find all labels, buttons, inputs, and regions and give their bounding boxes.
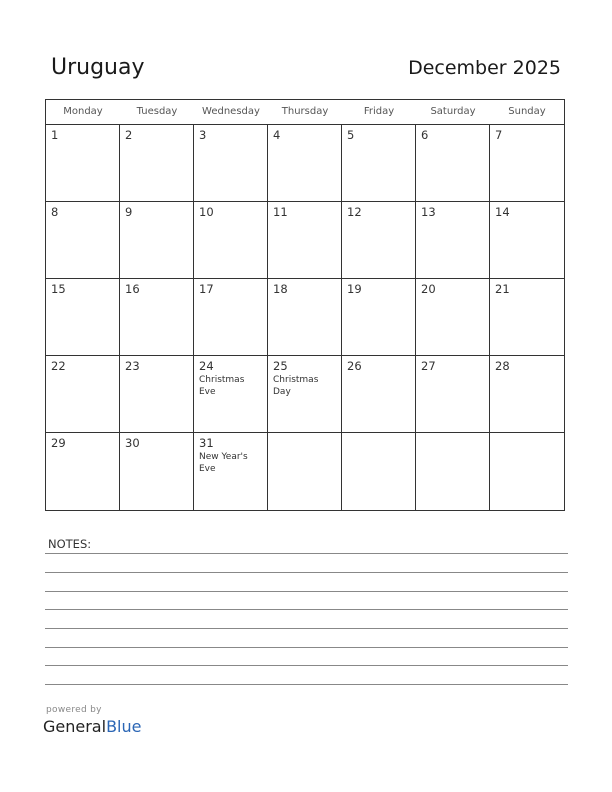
day-number: 28: [495, 359, 510, 373]
calendar-day-cell: [46, 433, 120, 510]
day-number: 2: [125, 128, 133, 142]
day-number: 30: [125, 436, 140, 450]
day-number: 9: [125, 205, 133, 219]
calendar-grid: [45, 99, 565, 511]
generalblue-logo: [43, 717, 141, 736]
holiday-label: New Year's Eve: [199, 452, 248, 474]
note-line: [45, 628, 568, 629]
weekday-friday: Friday: [363, 106, 395, 117]
day-number: 10: [199, 205, 214, 219]
calendar-day-cell: [120, 202, 194, 279]
day-number: 25: [273, 359, 288, 373]
day-number: 18: [273, 282, 288, 296]
calendar-day-cell: [342, 125, 416, 202]
brand-general: General: [43, 717, 107, 736]
calendar-day-cell: [194, 433, 268, 510]
calendar-day-cell: [342, 433, 416, 510]
note-line: [45, 647, 568, 648]
weekday-wednesday: Wednesday: [202, 106, 260, 117]
notes-label: NOTES:: [48, 537, 92, 551]
day-number: 14: [495, 205, 510, 219]
calendar-day-cell: [268, 202, 342, 279]
day-number: 11: [273, 205, 288, 219]
day-number: 15: [51, 282, 66, 296]
note-line: [45, 684, 568, 685]
calendar-day-cell: [490, 356, 564, 433]
calendar-day-cell: [490, 433, 564, 510]
day-number: 1: [51, 128, 59, 142]
day-number: 6: [421, 128, 429, 142]
note-line: [45, 572, 568, 573]
calendar-day-cell: [194, 202, 268, 279]
calendar-day-cell: [416, 433, 490, 510]
day-number: 20: [421, 282, 436, 296]
calendar-day-cell: [46, 356, 120, 433]
day-number: 5: [347, 128, 355, 142]
day-number: 26: [347, 359, 362, 373]
day-number: 8: [51, 205, 59, 219]
note-line: [45, 553, 568, 554]
day-number: 7: [495, 128, 503, 142]
note-line: [45, 609, 568, 610]
calendar-day-cell: [268, 433, 342, 510]
day-number: 4: [273, 128, 281, 142]
weekday-saturday: Saturday: [430, 106, 476, 117]
calendar-day-cell: [416, 202, 490, 279]
day-number: 21: [495, 282, 510, 296]
day-number: 24: [199, 359, 214, 373]
weekday-sunday: Sunday: [508, 106, 546, 117]
calendar-day-cell: [490, 279, 564, 356]
calendar-day-cell: [120, 356, 194, 433]
calendar-day-cell: [268, 279, 342, 356]
day-number: 16: [125, 282, 140, 296]
calendar-day-cell: [46, 279, 120, 356]
weekday-tuesday: Tuesday: [136, 106, 178, 117]
holiday-label: Christmas Day: [273, 375, 319, 397]
weekday-monday: Monday: [63, 106, 103, 117]
calendar-day-cell: [342, 356, 416, 433]
calendar-day-cell: [120, 125, 194, 202]
month-title: December 2025: [408, 57, 561, 79]
calendar-day-cell: [120, 433, 194, 510]
day-number: 3: [199, 128, 207, 142]
calendar-day-cell: [120, 279, 194, 356]
day-number: 27: [421, 359, 436, 373]
day-number: 12: [347, 205, 362, 219]
day-number: 31: [199, 436, 214, 450]
day-number: 22: [51, 359, 66, 373]
calendar-day-cell: [490, 125, 564, 202]
calendar-day-cell: [490, 202, 564, 279]
day-number: 19: [347, 282, 362, 296]
day-number: 17: [199, 282, 214, 296]
calendar-day-cell: [46, 202, 120, 279]
calendar-day-cell: [416, 279, 490, 356]
calendar-day-cell: [416, 125, 490, 202]
calendar-day-cell: [194, 356, 268, 433]
calendar-day-cell: [416, 356, 490, 433]
holiday-label: Christmas Eve: [199, 375, 245, 397]
day-number: 23: [125, 359, 140, 373]
calendar-day-cell: [194, 125, 268, 202]
brand-blue: Blue: [106, 717, 142, 736]
calendar-day-cell: [46, 125, 120, 202]
calendar-day-cell: [268, 356, 342, 433]
note-line: [45, 665, 568, 666]
calendar-weeks: [46, 125, 564, 510]
calendar-day-cell: [342, 202, 416, 279]
day-number: 29: [51, 436, 66, 450]
day-number: 13: [421, 205, 436, 219]
calendar-day-cell: [342, 279, 416, 356]
calendar-day-cell: [268, 125, 342, 202]
weekday-thursday: Thursday: [281, 106, 329, 117]
weekday-header-row: [46, 100, 564, 125]
powered-by-text: powered by: [46, 705, 102, 715]
note-line: [45, 591, 568, 592]
country-title: Uruguay: [51, 55, 145, 80]
calendar-day-cell: [194, 279, 268, 356]
